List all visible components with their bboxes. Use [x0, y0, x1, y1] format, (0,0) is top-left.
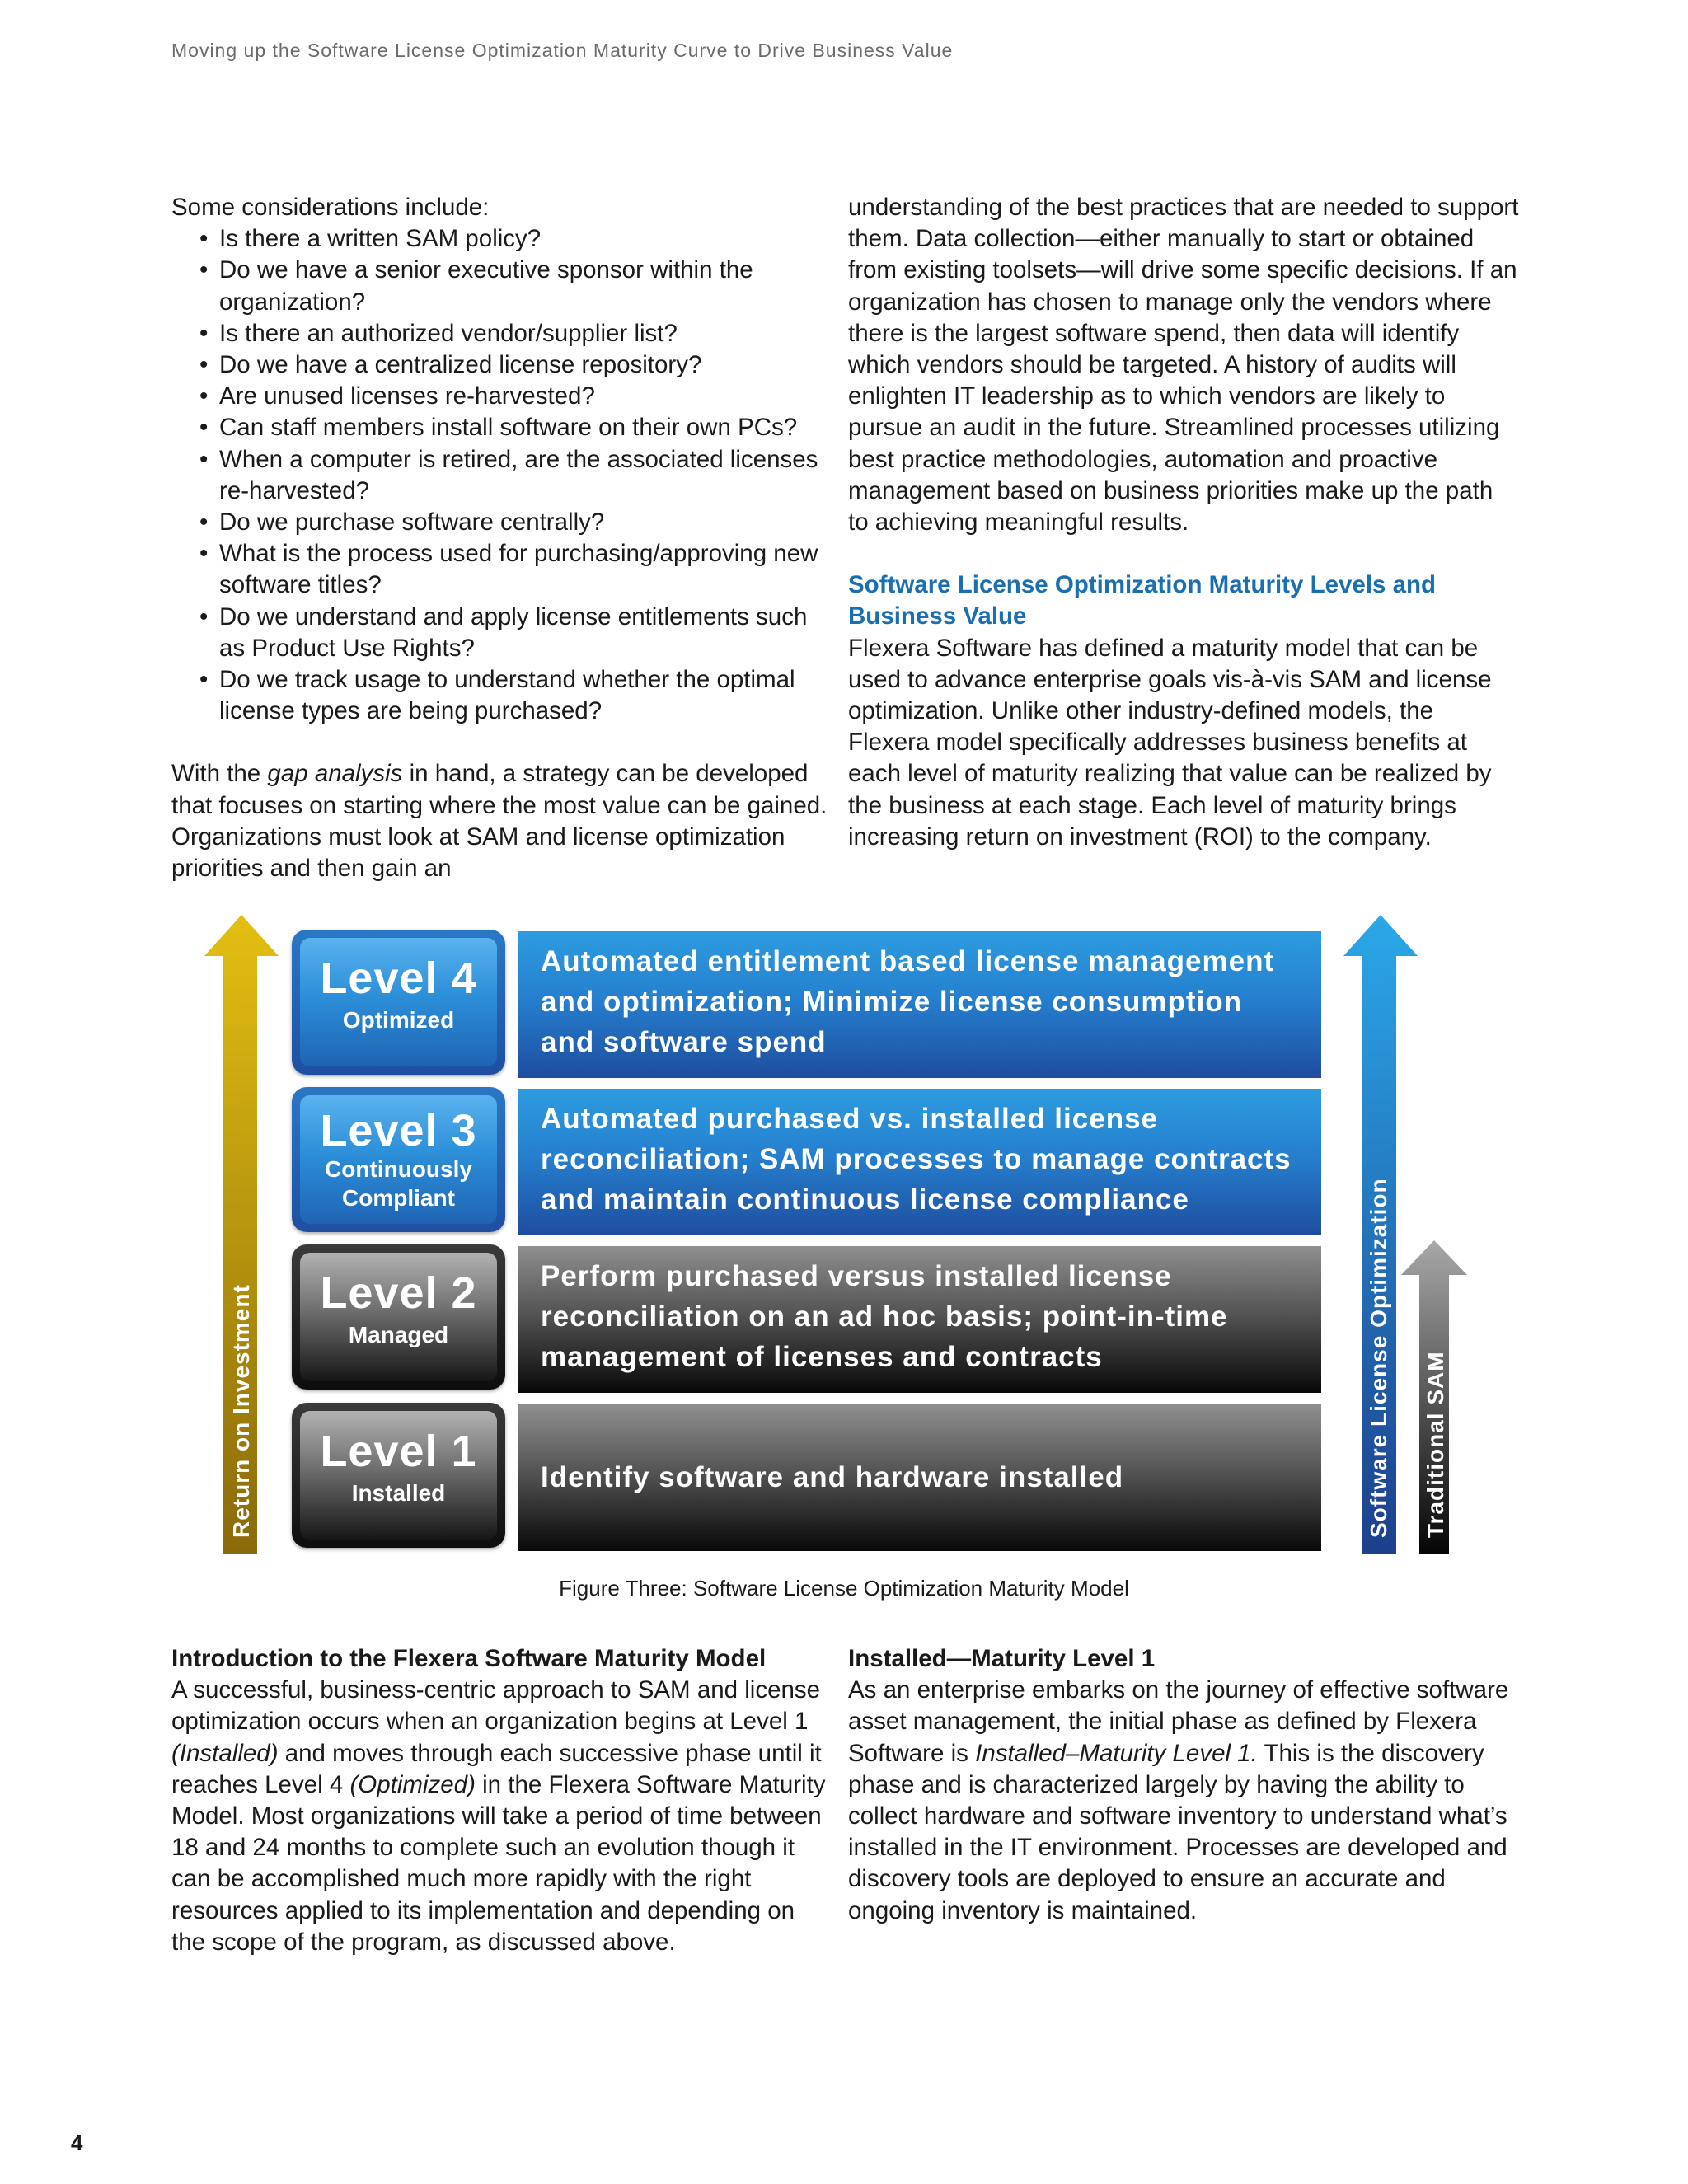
best-practices-paragraph: understanding of the best practices that are needed to support them. Data collection—either manually to start or obtained from existing toolsets—will drive some specific decisions. If an organization has chosen to manage only the vendors where there is the largest software spend, then data will identify which vendors should be targeted. A history of audits will enlighten IT leadership as to which vendors are likely to pursue an audit in the future. Streamlined processes utilizing best practice methodologies, automation and proactive management based on business priorities make up the path to achieving meaningful results.: [848, 194, 1519, 537]
section-heading-installed: Installed—Maturity Level 1: [848, 1645, 1156, 1672]
level-1-title: Level 1: [320, 1427, 477, 1476]
level-3-description: Automated purchased vs. installed license reconciliation; SAM processes to manage contracts and maintain continuous license compliance: [518, 1089, 1321, 1235]
level-3-subtitle-line2: Compliant: [342, 1185, 455, 1211]
installed-paragraph: As an enterprise embarks on the journey of effective software asset management, the initial phase as defined by Flexera Software is Installed–Maturity Level 1. This is the discovery phase and is characterized largely by having the ability to collect hardware and software inventory to understand what’s installed in the IT environment. Processes are developed and discovery tools are deployed to ensure an accurate and ongoing inventory is maintained.: [848, 1676, 1509, 1924]
gap-analysis-paragraph: With the gap analysis in hand, a strategy can be developed that focuses on starting where the most value can be gained. Organizations must look at SAM and license optimization priorities and then gain an: [171, 760, 828, 883]
considerations-intro: Some considerations include:: [171, 194, 490, 221]
list-item: • Do we track usage to understand whether the optimal license types are being purchased?: [219, 664, 831, 727]
list-item: • Do we have a senior executive sponsor within the organization?: [219, 255, 831, 317]
list-item: • What is the process used for purchasing/approving new software titles?: [219, 538, 831, 601]
maturity-model-paragraph: Flexera Software has defined a maturity model that can be used to advance enterprise goals vis-à-vis SAM and license optimization. Unlike other industry-defined models, the Flexera model specifically addresses business benefits at each level of maturity realizing that value can be realized by the business at each stage. Each level of maturity brings increasing return on investment (ROI) to the company.: [848, 634, 1492, 851]
level-4-box: [292, 930, 505, 1075]
level-2-title: Level 2: [320, 1268, 477, 1318]
level-2-box: [292, 1244, 505, 1390]
list-item: • Do we understand and apply license entitlements such as Product Use Rights?: [219, 602, 831, 664]
list-item: • Do we have a centralized license repository?: [219, 349, 831, 381]
figure-caption: Figure Three: Software License Optimization Maturity Model: [559, 1576, 1129, 1601]
left-column-bottom: [171, 1643, 831, 1958]
level-2-description: Perform purchased versus installed license reconciliation on an ad hoc basis; point-in-time management of licenses and contracts: [518, 1246, 1321, 1393]
level-4-title: Level 4: [320, 954, 477, 1003]
level-1-box: [292, 1403, 505, 1548]
level-4-description: Automated entitlement based license management and optimization; Minimize license consumption and software spend: [518, 931, 1321, 1078]
level-1-description: Identify software and hardware installed: [518, 1404, 1321, 1551]
right-column-bottom: [848, 1643, 1520, 1927]
running-header: Moving up the Software License Optimization Maturity Curve to Drive Business Value: [171, 40, 954, 61]
list-item: • Is there a written SAM policy?: [219, 223, 831, 255]
section-heading-intro: Introduction to the Flexera Software Maturity Model: [171, 1645, 767, 1672]
level-1-subtitle: Installed: [351, 1480, 446, 1506]
page-number: 4: [71, 2130, 83, 2155]
level-4-subtitle: Optimized: [342, 1007, 455, 1033]
level-2-subtitle: Managed: [348, 1322, 449, 1347]
list-item: • Can staff members install software on their own PCs?: [219, 412, 831, 443]
list-item: • Are unused licenses re-harvested?: [219, 381, 831, 412]
level-3-subtitle-line1: Continuously: [325, 1156, 472, 1182]
traditional-sam-arrow-label: Traditional SAM: [1423, 1351, 1448, 1538]
list-item: • Is there an authorized vendor/supplier list?: [219, 318, 831, 349]
list-item: • Do we purchase software centrally?: [219, 507, 831, 538]
section-heading-maturity-levels: Software License Optimization Maturity Levels and Business Value: [848, 571, 1437, 630]
intro-paragraph: A successful, business-centric approach to SAM and license optimization occurs when an organization begins at Level 1 (Installed) and moves through each successive phase until it reaches Level 4 (Optimized) in the Flexera Software Maturity Model. Most organizations will take a period of time between 18 and 24 months to complete such an evolution though it can be accomplished much more rapidly with the right resources applied to its implementation and depending on the scope of the program, as discussed above.: [171, 1676, 826, 1956]
list-item: • When a computer is retired, are the associated licenses re-harvested?: [219, 444, 831, 507]
roi-arrow-label: Return on Investment: [228, 1284, 254, 1538]
level-3-box: [292, 1087, 505, 1232]
slo-arrow-label: Software License Optimization: [1366, 1178, 1391, 1538]
level-3-title: Level 3: [320, 1106, 477, 1155]
